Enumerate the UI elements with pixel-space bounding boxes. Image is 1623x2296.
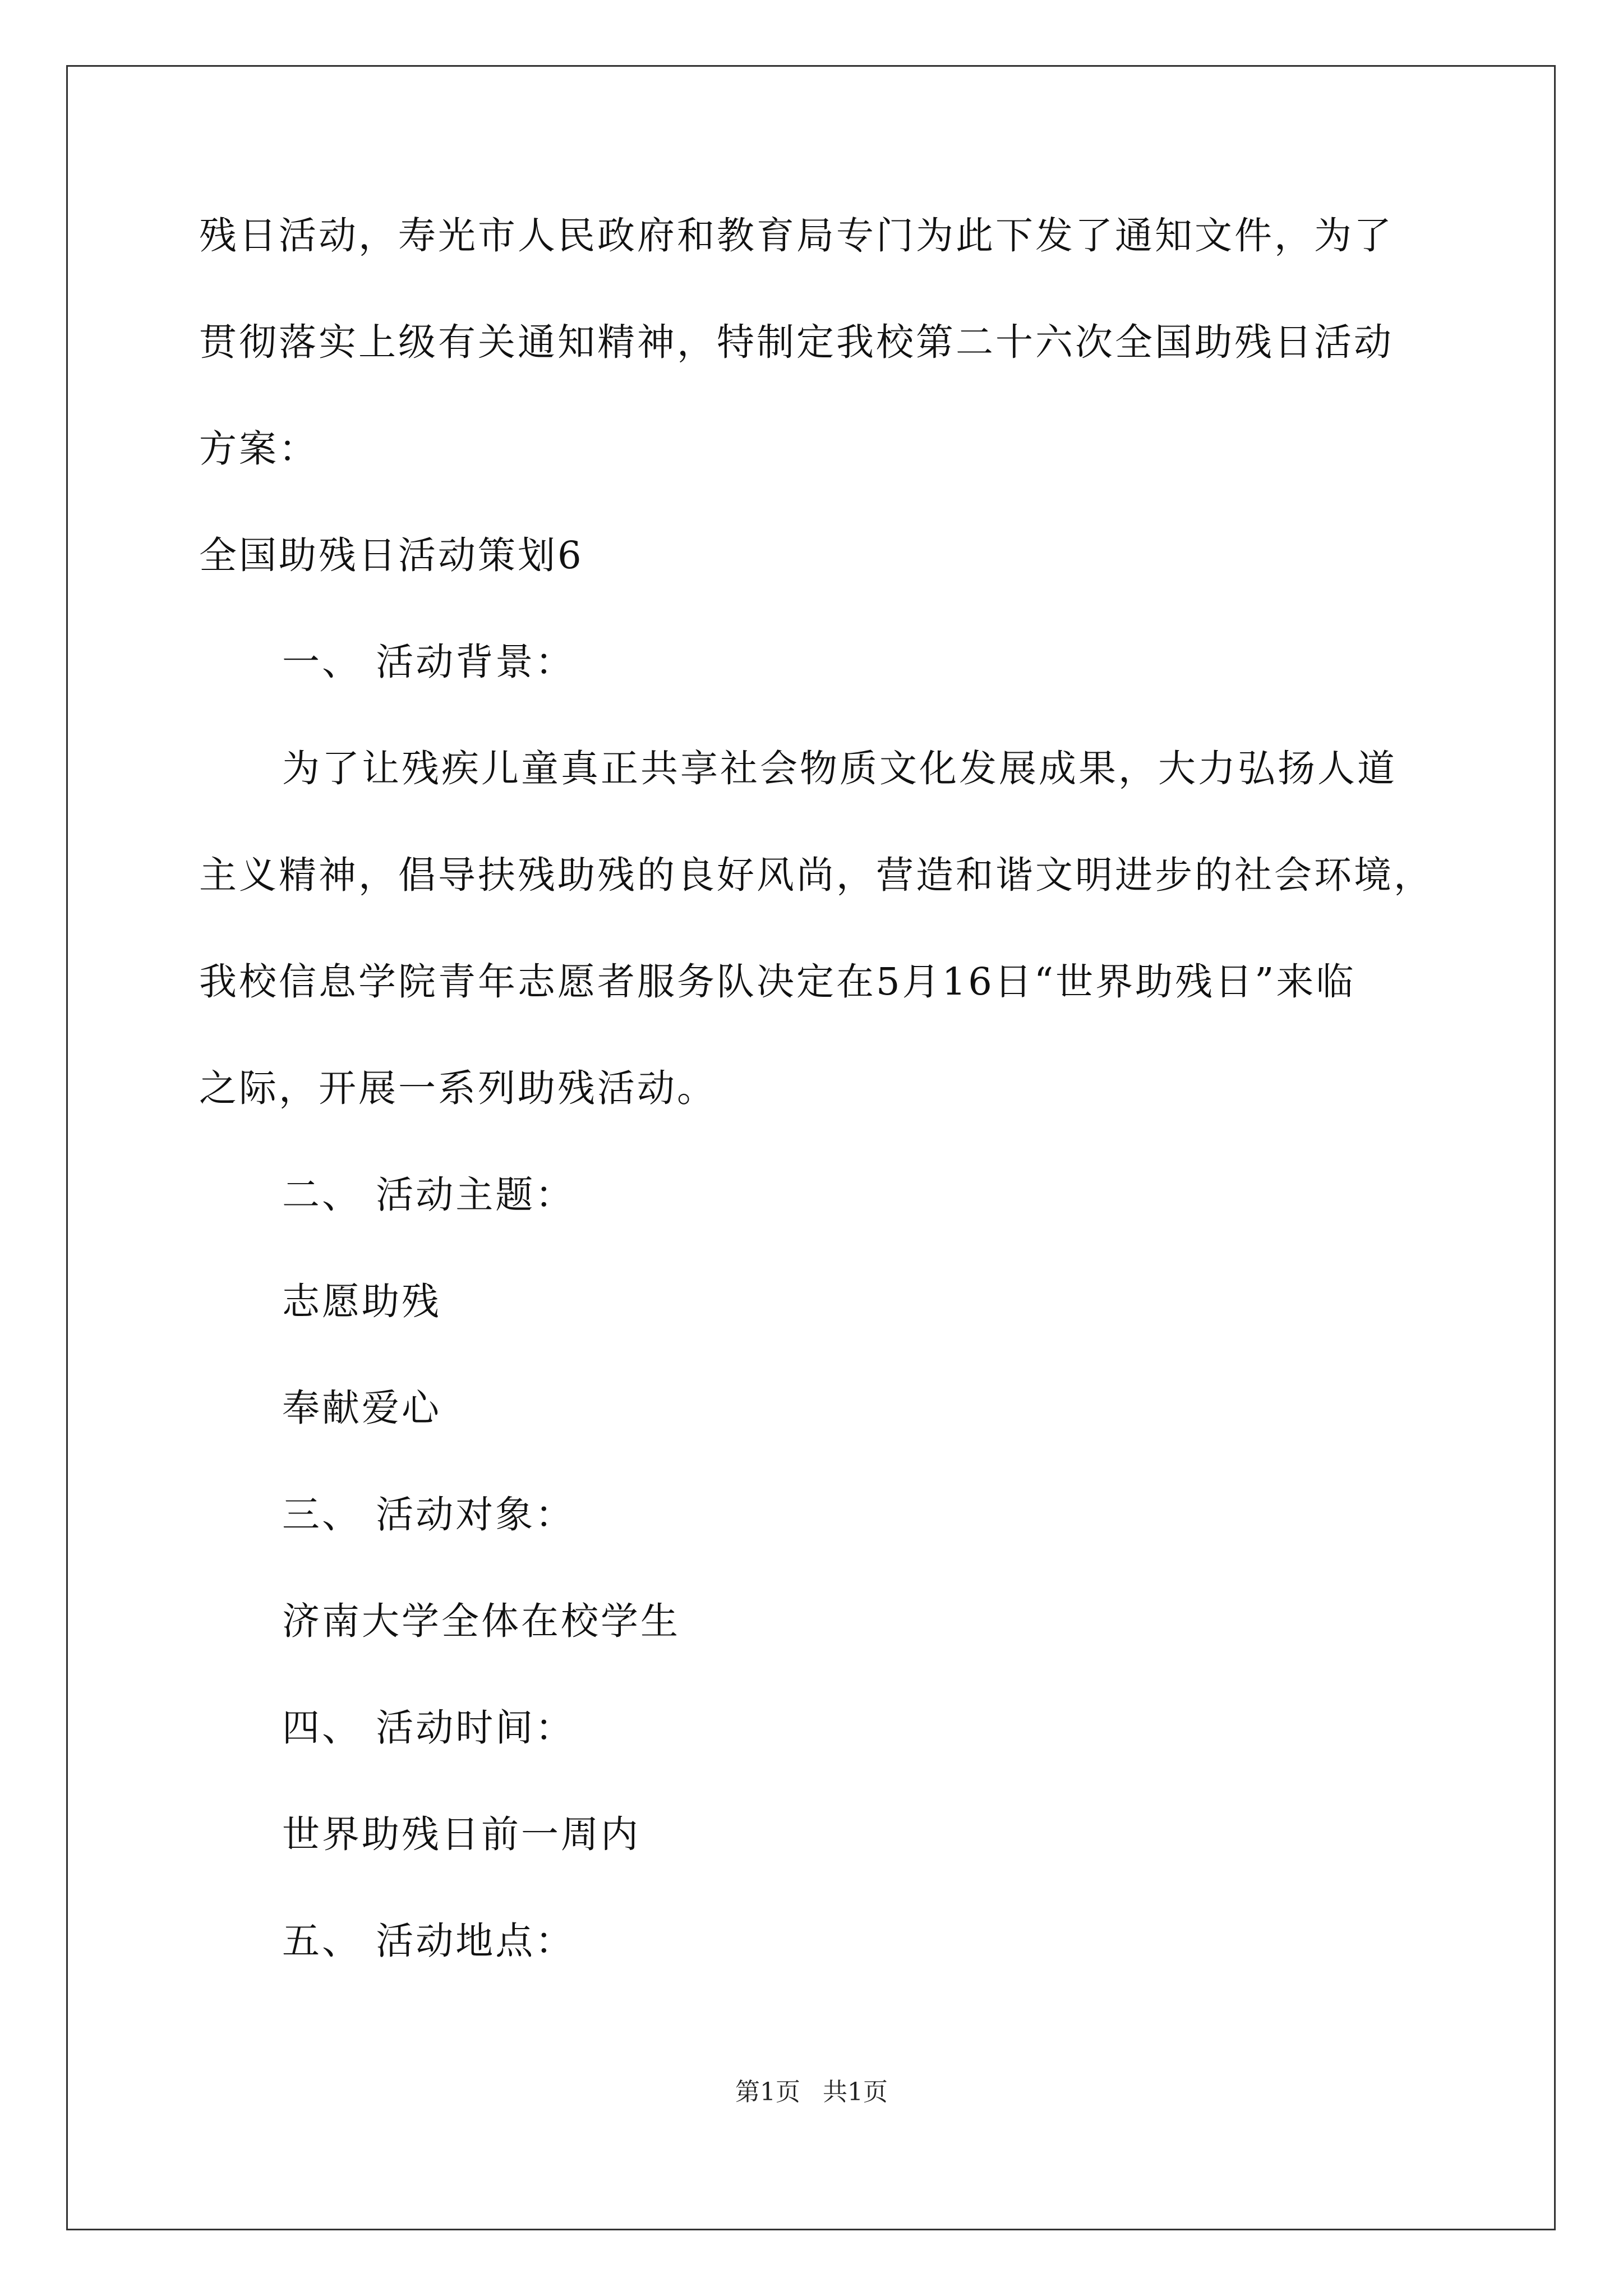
paragraph-line: 方案：: [199, 427, 319, 471]
section-title: 全国助残日活动策划6: [199, 533, 584, 577]
page-border: [66, 65, 1556, 2230]
page-footer: [0, 2076, 1623, 2109]
paragraph-line: 志愿助残: [282, 1280, 441, 1323]
section-heading: 四、 活动时间：: [282, 1706, 575, 1750]
page-number-current: 第1页: [735, 2078, 800, 2106]
paragraph-line: 主义精神，倡导扶残助残的良好风尚，营造和谐文明进步的社会环境，: [199, 853, 1433, 897]
section-heading: 二、 活动主题：: [282, 1173, 575, 1217]
paragraph-line: 为了让残疾儿童真正共享社会物质文化发展成果，大力弘扬人道: [282, 747, 1397, 790]
section-heading: 五、 活动地点：: [282, 1919, 575, 1963]
page-number-total: 共1页: [823, 2078, 888, 2106]
paragraph-line: 我校信息学院青年志愿者服务队决定在5月16日“世界助残日”来临: [199, 960, 1356, 1004]
paragraph-line: 奉献爱心: [282, 1386, 441, 1430]
section-heading: 三、 活动对象：: [282, 1493, 575, 1536]
paragraph-line: 残日活动，寿光市人民政府和教育局专门为此下发了通知文件，为了: [199, 214, 1394, 257]
section-heading: 一、 活动背景：: [282, 640, 575, 684]
paragraph-line: 世界助残日前一周内: [282, 1812, 640, 1856]
paragraph-line: 贯彻落实上级有关通知精神，特制定我校第二十六次全国助残日活动: [199, 320, 1394, 364]
paragraph-line: 之际，开展一系列助残活动。: [199, 1066, 717, 1110]
paragraph-line: 济南大学全体在校学生: [282, 1599, 680, 1643]
